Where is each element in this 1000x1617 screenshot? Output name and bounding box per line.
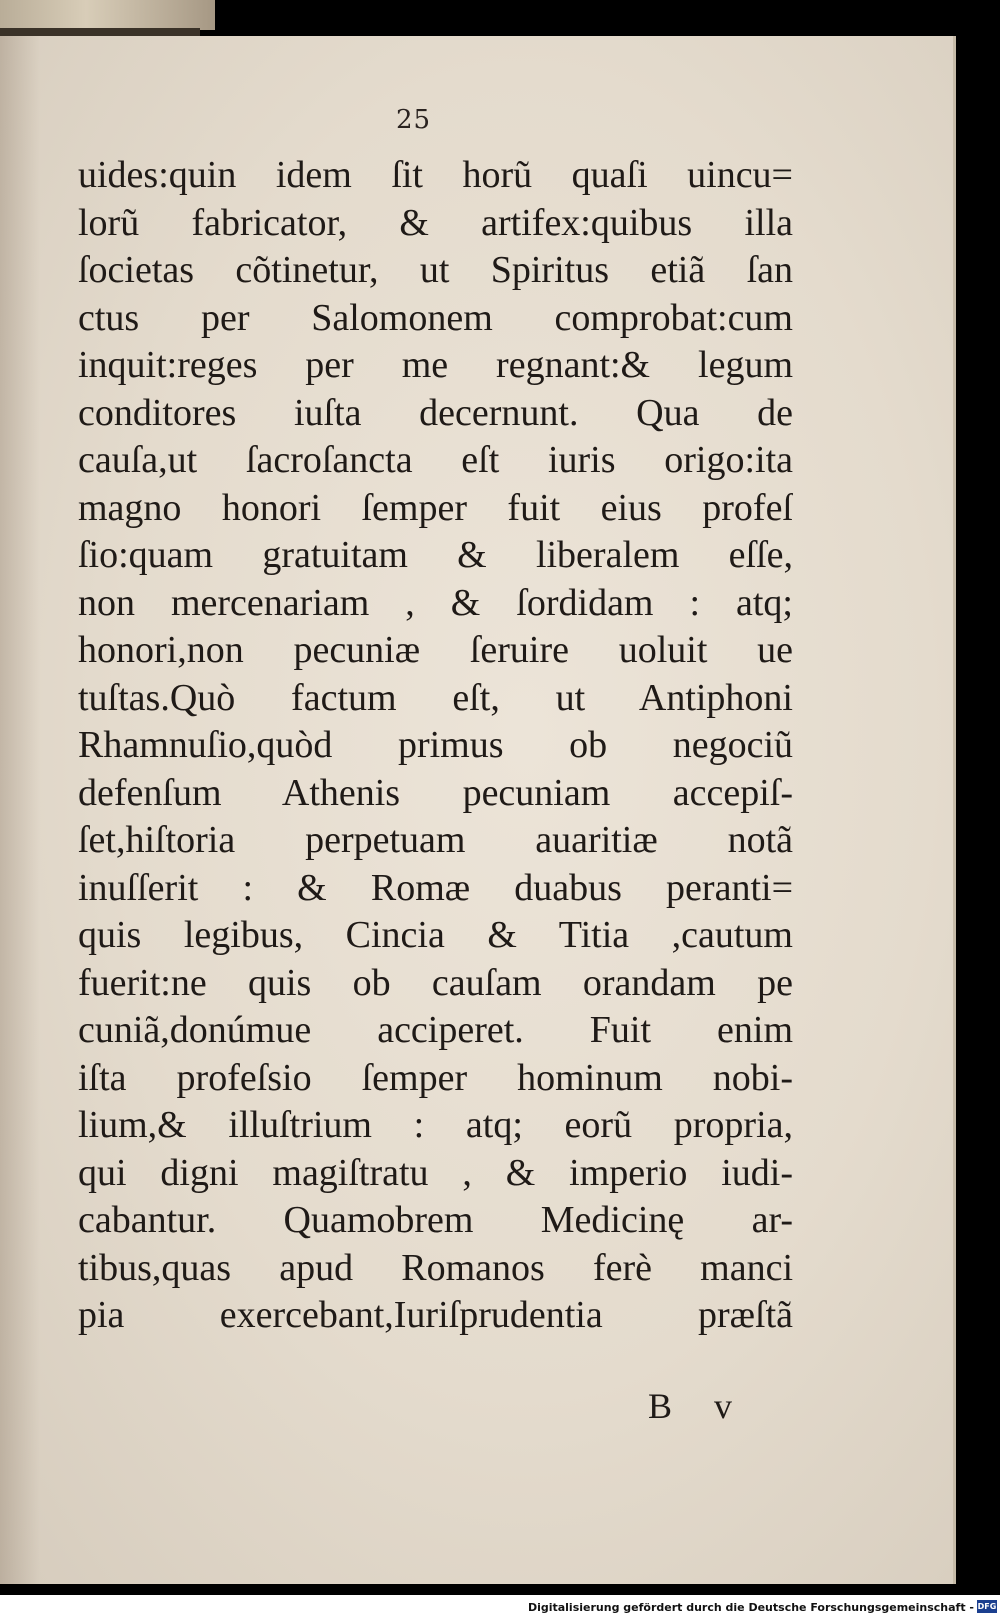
page-text [78, 152, 793, 1340]
signature-mark [648, 1385, 734, 1427]
previous-page-edge [0, 0, 215, 30]
text-line: ctus per Salomonem comprobat:cum [78, 296, 793, 339]
text-line: honori,non pecuniæ ſeruire uoluit ue [78, 629, 793, 671]
text-line: ſet,hiſtoria perpetuam auaritiæ notã [78, 819, 793, 861]
text-line: quis legibus, Cincia & Titia ,cautum [78, 914, 793, 956]
funding-credit: Digitalisierung gefördert durch die Deutsche Forschungsgemeinschaft - [527, 1601, 974, 1614]
text-line: lorũ fabricator, & artifex:quibus illa [78, 201, 793, 244]
text-line: qui digni magiſtratu , & imperio iudi- [78, 1151, 793, 1194]
text-line: cuniã,donúmue acciperet. Fuit enim [78, 1009, 793, 1051]
text-line: ſio:quam gratuitam & liberalem eſſe, [78, 534, 793, 576]
text-line: pia exercebant,Iuriſprudentia præſtã [78, 1294, 793, 1336]
text-line: cauſa,ut ſacroſancta eſt iuris origo:ita [78, 439, 793, 481]
binding-shade [0, 36, 40, 1584]
text-line: magno honori ſemper fuit eius profeſ [78, 486, 793, 529]
text-line: conditores iuſta decernunt. Qua de [78, 391, 793, 434]
text-line: non mercenariam , & ſordidam : atq; [78, 581, 793, 624]
text-line: uides:quin idem ſit horũ quaſi uincu= [78, 154, 793, 196]
text-line: defenſum Athenis pecuniam accepiſ- [78, 771, 793, 814]
page-number: 25 [396, 105, 432, 135]
signature-letter: B [648, 1386, 675, 1426]
text-line: inuſſerit : & Romæ duabus peranti= [78, 866, 793, 909]
dfg-logo: DFG [977, 1602, 997, 1611]
text-line: tuſtas.Quò factum eſt, ut Antiphoni [78, 676, 793, 719]
text-line: ſocietas cõtinetur, ut Spiritus etiã ſan [78, 249, 793, 291]
text-line: fuerit:ne quis ob cauſam orandam pe [78, 961, 793, 1004]
text-line: lium,& illuſtrium : atq; eorũ propria, [78, 1104, 793, 1146]
text-line: Rhamnuſio,quòd primus ob negociũ [78, 724, 793, 766]
text-line: iſta profeſsio ſemper hominum nobi- [78, 1056, 793, 1099]
footer-bar [0, 1595, 1000, 1617]
text-line: inquit:reges per me regnant:& legum [78, 344, 793, 386]
text-line: tibus,quas apud Romanos ferè manci [78, 1246, 793, 1289]
signature-numeral: v [714, 1386, 735, 1426]
text-line: cabantur. Quamobrem Medicinę ar- [78, 1199, 793, 1241]
